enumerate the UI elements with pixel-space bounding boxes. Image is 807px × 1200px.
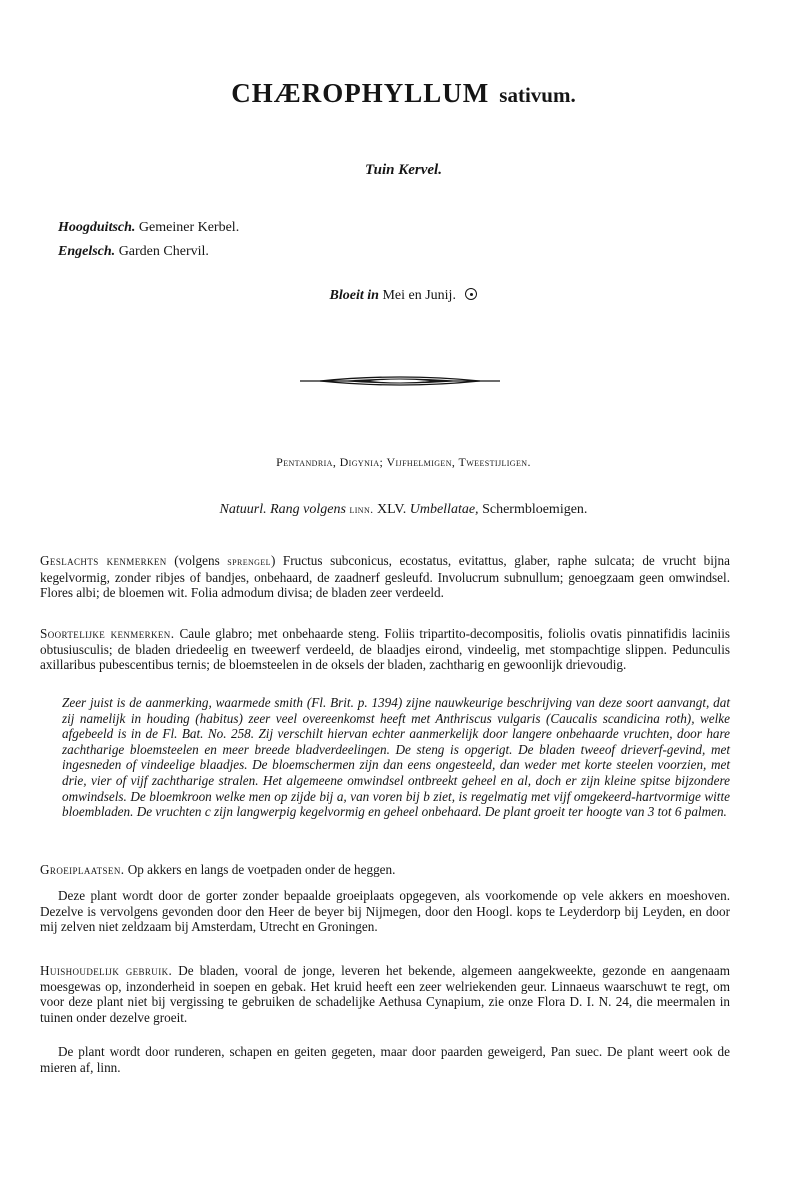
flowering-text: Mei en Junij. xyxy=(382,288,456,303)
section-text: Caule glabro; met onbehaarde steng. Foliis tripartito-decompositis, foliolis ovatis pinnatifidis laciniis obtusiusculis; de bladen driedeelig en tweewerf verdeeld, de blaadjes eirond, vindeelig, met stompachtige slippen. Pedunculis axillaribus pubescentibus ternis; de bloemsteelen in de oksels der bladen, zachtharig en gewoonlijk drievoudig. xyxy=(40,626,730,673)
annual-symbol-icon xyxy=(465,288,477,300)
synonym-english xyxy=(58,240,239,264)
section-text: De plant wordt door runderen, schapen en geiten gegeten, maar door paarden geweigerd, Pan suec. De plant weert ook de mieren af, linn. xyxy=(40,1044,730,1075)
synonym-name: Gemeiner Kerbel. xyxy=(138,220,240,235)
rank-family-dutch: Schermbloemigen. xyxy=(482,502,588,517)
synonym-german xyxy=(58,216,239,240)
rank-number: XLV. xyxy=(377,502,407,517)
title-genus: CHÆROPHYLLUM xyxy=(231,78,490,108)
synonym-list xyxy=(58,216,239,264)
closing-remark xyxy=(40,1044,730,1075)
note-text: Zeer juist is de aanmerking, waarmede smith (Fl. Brit. p. 1394) zijne nauwkeurige beschrijving van deze soort aanvangt, dat zij namelijk in houding (habitus) zeer veel overeenkomst heeft met Anthriscus vulgaris (Caucalis scandicina roth), welke afgebeeld is in de Fl. Bat. No. 258. Zij verschilt hiervan echter aanmerkelijk door langere onbehaarde vruchten, door hare zachtharige bloemsteelen en meer breede bladverdeelingen. De steng is opgerigt. De bladen tweeof drieverf-gevind, met ingesneden of vindeelige blaadjes. De bloemschermen zijn dan eens ongesteeld, dan weder met korte steelen voorzien, met drie, vier of vijf zachtharige stralen. Het algemeene omwindsel ontbreekt geheel en al, doch er zijn kleine spitse bijzondere omwindsels. De bloemkroon welke men op zijde bij a, van voren bij b ziet, is regelmatig met vijf omgekeerd-hartvormige witte bloembladen. De vruchten c zijn langwerpig kegelvormig en geheel onbehaard. De plant groeit ter hoogte van 3 tot 6 palmen. xyxy=(62,695,730,820)
section-text: Fructus subconicus, ecostatus, evitattus, glaber, raphe sulcata; de vrucht bijna kegelvormig, zonder ribjes of bandjes, onbehaard, de zaadnerf gesleufd. Involucrum subnullum; genoegzaam geen omwindsel. Flores albi; de bloemen wit. Folia admodum divisa; de bladen zeer verdeeld. xyxy=(40,553,730,601)
rank-label: Natuurl. Rang volgens xyxy=(219,502,346,517)
section-text: Op akkers en langs de voetpaden onder de heggen. xyxy=(127,862,396,877)
title-species: sativum. xyxy=(499,83,576,107)
ornament-divider-icon xyxy=(300,374,500,388)
flowering-line xyxy=(0,288,807,304)
flowering-label: Bloeit in xyxy=(329,288,379,303)
section-heading: Groeiplaatsen. xyxy=(40,862,125,877)
synonym-name: Garden Chervil. xyxy=(118,244,209,259)
synonym-lang: Hoogduitsch. xyxy=(58,220,136,235)
section-heading: Huishoudelijk gebruik. xyxy=(40,963,173,978)
section-heading: Soortelijke kenmerken. xyxy=(40,626,175,641)
rank-family-latin: Umbellatae, xyxy=(409,502,479,517)
habitat xyxy=(40,862,730,878)
author-post: ) xyxy=(270,553,276,568)
household-use xyxy=(40,963,730,1025)
species-characters xyxy=(40,626,730,673)
synonym-lang: Engelsch. xyxy=(58,244,116,259)
genus-characters xyxy=(40,553,730,601)
description-note xyxy=(62,695,730,820)
section-text: De bladen, vooral de jonge, leveren het bekende, algemeen aangekweekte, gezonde en aangenaam moesgewas op, inzonderheid in soepen en gebak. Het kruid heeft een zeer welriekenden geur. Linnaeus waarschuwt te regt, om voor deze plant niet bij vergissing te gebruiken de schadelijke Aethusa Cynapium, zie onze Flora D. I. N. 24, die meermalen in tuinen onder dezelve groeit. xyxy=(40,963,730,1025)
rank-author: linn. xyxy=(349,502,374,516)
linnaean-class: Pentandria, Digynia; Vijfhelmigen, Tweestijligen. xyxy=(276,455,531,469)
page-title xyxy=(0,78,807,109)
habitat-detail xyxy=(40,888,730,935)
subtitle: Tuin Kervel. xyxy=(365,162,442,178)
section-text: Deze plant wordt door de gorter zonder bepaalde groeiplaats opgegeven, als voorkomende op vele akkers en moeshoven. Dezelve is vervolgens gevonden door den Heer de beyer bij Nijmegen, door den Hoogl. kops te Leyderdorp bij Leyden, en door mij zelven niet zeldzaam bij Amsterdam, Utrecht en Groningen. xyxy=(40,888,730,935)
author-pre: (volgens xyxy=(174,553,220,568)
section-heading: Geslachts kenmerken xyxy=(40,553,167,568)
author-name: sprengel xyxy=(227,554,271,568)
natural-rank xyxy=(0,502,807,518)
